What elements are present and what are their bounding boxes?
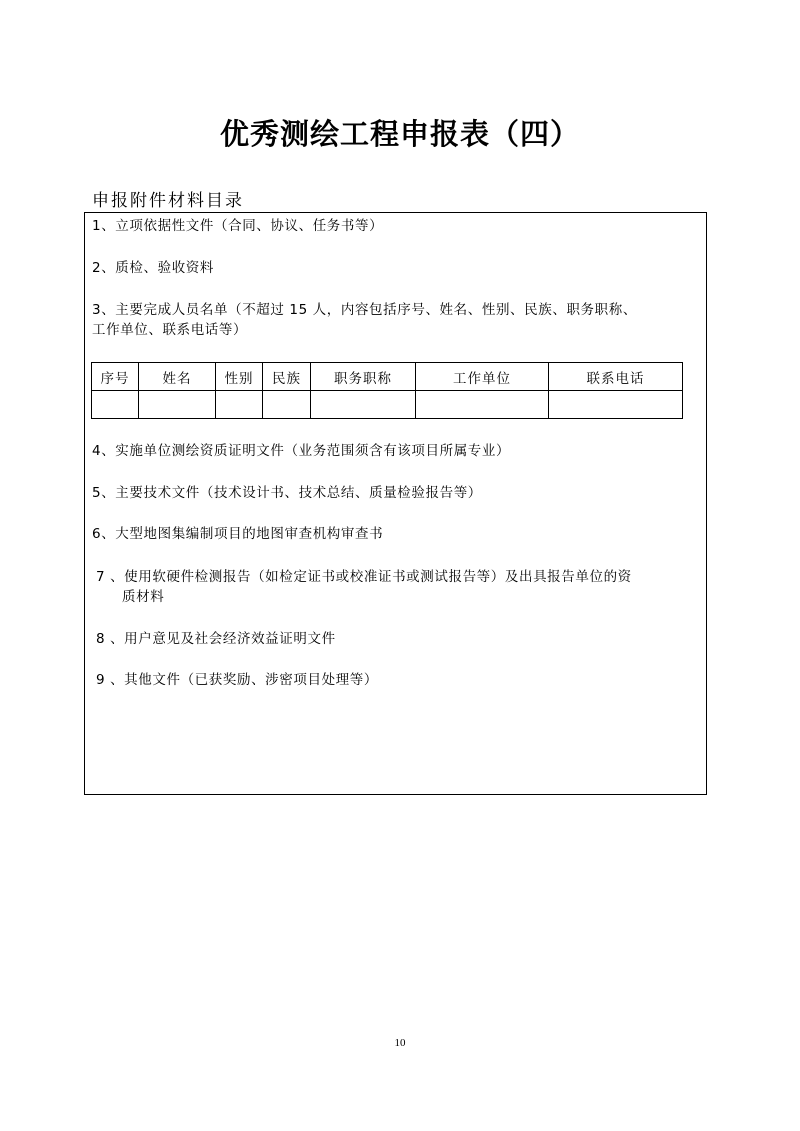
list-item-text: 7 、使用软硬件检测报告（如检定证书或校准证书或测试报告等）及出具报告单位的资 (96, 569, 632, 585)
list-item-text: 5、主要技术文件（技术设计书、技术总结、质量检验报告等） (92, 485, 482, 501)
document-title: 优秀测绘工程申报表（四） (219, 117, 580, 151)
table-cell (139, 391, 216, 419)
list-item-text: 9 、其他文件（已获奖励、涉密项目处理等） (96, 672, 378, 688)
page-number: 10 (394, 1037, 406, 1049)
table-cell (216, 391, 263, 419)
list-item-text: 8 、用户意见及社会经济效益证明文件 (96, 631, 336, 647)
table-cell (549, 391, 683, 419)
column-header-phone: 联系电话 (549, 363, 683, 391)
column-header-workplace: 工作单位 (416, 363, 549, 391)
list-item-4 (92, 441, 510, 461)
section-heading: 申报附件材料目录 (92, 191, 244, 211)
list-item-text: 1、立项依据性文件（合同、协议、任务书等） (92, 218, 384, 234)
list-item-7 (96, 567, 632, 607)
list-item-continuation: 质材料 (122, 589, 165, 605)
column-header-name: 姓名 (139, 363, 216, 391)
table-cell (416, 391, 549, 419)
list-item-text: 4、实施单位测绘资质证明文件（业务范围须含有该项目所属专业） (92, 443, 511, 459)
list-item-3 (92, 300, 637, 340)
table-header-row (92, 363, 683, 391)
table-row (92, 391, 683, 419)
staff-table (91, 362, 683, 419)
list-item-1 (92, 216, 383, 236)
list-item-5 (92, 483, 482, 503)
column-header-ethnicity: 民族 (263, 363, 311, 391)
table-cell (263, 391, 311, 419)
list-item-9 (96, 670, 378, 690)
column-header-gender: 性别 (216, 363, 263, 391)
column-header-title: 职务职称 (311, 363, 416, 391)
list-item-continuation: 工作单位、联系电话等） (92, 322, 248, 338)
list-item-text: 3、主要完成人员名单（不超过 15 人，内容包括序号、姓名、性别、民族、职务职称、 (92, 302, 637, 318)
list-item-8 (96, 629, 336, 649)
list-item-6 (92, 524, 383, 544)
table-cell (92, 391, 139, 419)
list-item-text: 6、大型地图集编制项目的地图审查机构审查书 (92, 526, 384, 542)
list-item-2 (92, 258, 214, 278)
list-item-text: 2、质检、验收资料 (92, 260, 214, 276)
column-header-index: 序号 (92, 363, 139, 391)
table-cell (311, 391, 416, 419)
